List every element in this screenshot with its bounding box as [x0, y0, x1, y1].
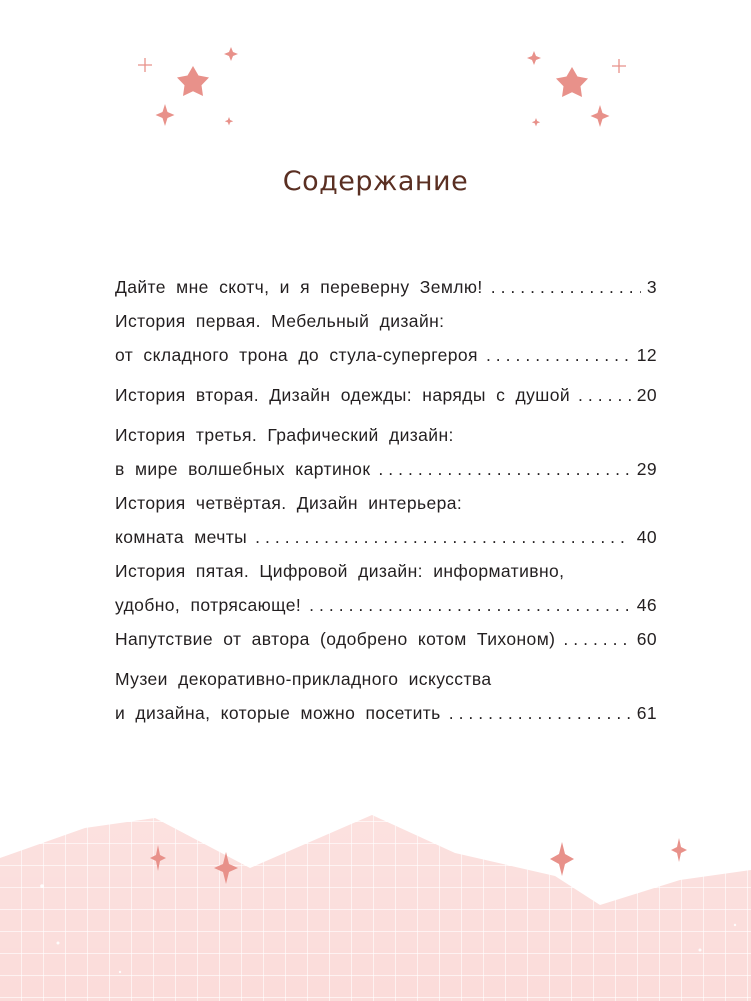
page-title: Содержание [282, 166, 469, 197]
toc-entry[interactable] [115, 270, 657, 304]
dot-leader [486, 338, 631, 372]
dot-leader [563, 622, 630, 656]
toc-entry-text: История третья. Графический дизайн: [115, 425, 454, 445]
dot-leader [449, 696, 631, 730]
sparkle-icon [156, 104, 175, 126]
toc-entry[interactable] [115, 622, 657, 656]
toc-entry-text: Музеи декоративно-прикладного искусства [115, 669, 492, 689]
toc-page-number: 12 [636, 345, 657, 365]
top-decorations [0, 0, 751, 160]
toc-entry[interactable] [115, 554, 657, 622]
plus-sparkle-icon [612, 59, 626, 73]
sparkle-icon [224, 47, 238, 61]
toc-entry-text: удобно, потрясающе! [115, 595, 302, 615]
dot-leader [309, 588, 631, 622]
toc-entry-text: История вторая. Дизайн одежды: наряды с душой [115, 385, 571, 405]
sparkle-icon [527, 51, 541, 65]
toc-entry-text: в мире волшебных картинок [115, 459, 371, 479]
dot-leader [491, 270, 641, 304]
sparkle-icon [591, 105, 610, 127]
toc-page-number: 29 [636, 459, 657, 479]
toc-page-number: 20 [636, 385, 657, 405]
dot-leader [378, 452, 630, 486]
sparkle-icon [225, 117, 233, 125]
toc-entry[interactable] [115, 662, 657, 730]
sparkle-icon [532, 118, 540, 126]
plus-sparkle-icon [138, 58, 152, 72]
toc-entry[interactable] [115, 486, 657, 554]
toc-entry-text: комната мечты [115, 527, 248, 547]
toc-entry-text: Дайте мне скотч, и я переверну Землю! [115, 277, 483, 297]
toc-entry[interactable] [115, 378, 657, 412]
toc-entry[interactable] [115, 304, 657, 372]
bottom-grid-decoration [0, 800, 751, 1001]
toc-page-number: 46 [636, 595, 657, 615]
toc-page-number: 61 [636, 703, 657, 723]
dot-leader [578, 378, 631, 412]
toc-entry-text: и дизайна, которые можно посетить [115, 703, 441, 723]
star-icon [177, 66, 209, 96]
dot-leader [255, 520, 631, 554]
sparkle-icon [671, 838, 687, 862]
toc-entry-text: История четвёртая. Дизайн интерьера: [115, 493, 463, 513]
sparkle-icon [550, 842, 574, 876]
toc-entry-text: Напутствие от автора (одобрено котом Тихоном) [115, 629, 556, 649]
toc-entry[interactable] [115, 418, 657, 486]
toc-entry-text: История первая. Мебельный дизайн: [115, 311, 445, 331]
toc-entry-text: История пятая. Цифровой дизайн: информативно, [115, 561, 565, 581]
toc-entry-text: от складного трона до стула-супергероя [115, 345, 478, 365]
toc-page-number: 3 [646, 277, 657, 297]
toc-page-number: 40 [636, 527, 657, 547]
star-icon [556, 67, 588, 97]
toc-page-number: 60 [636, 629, 657, 649]
